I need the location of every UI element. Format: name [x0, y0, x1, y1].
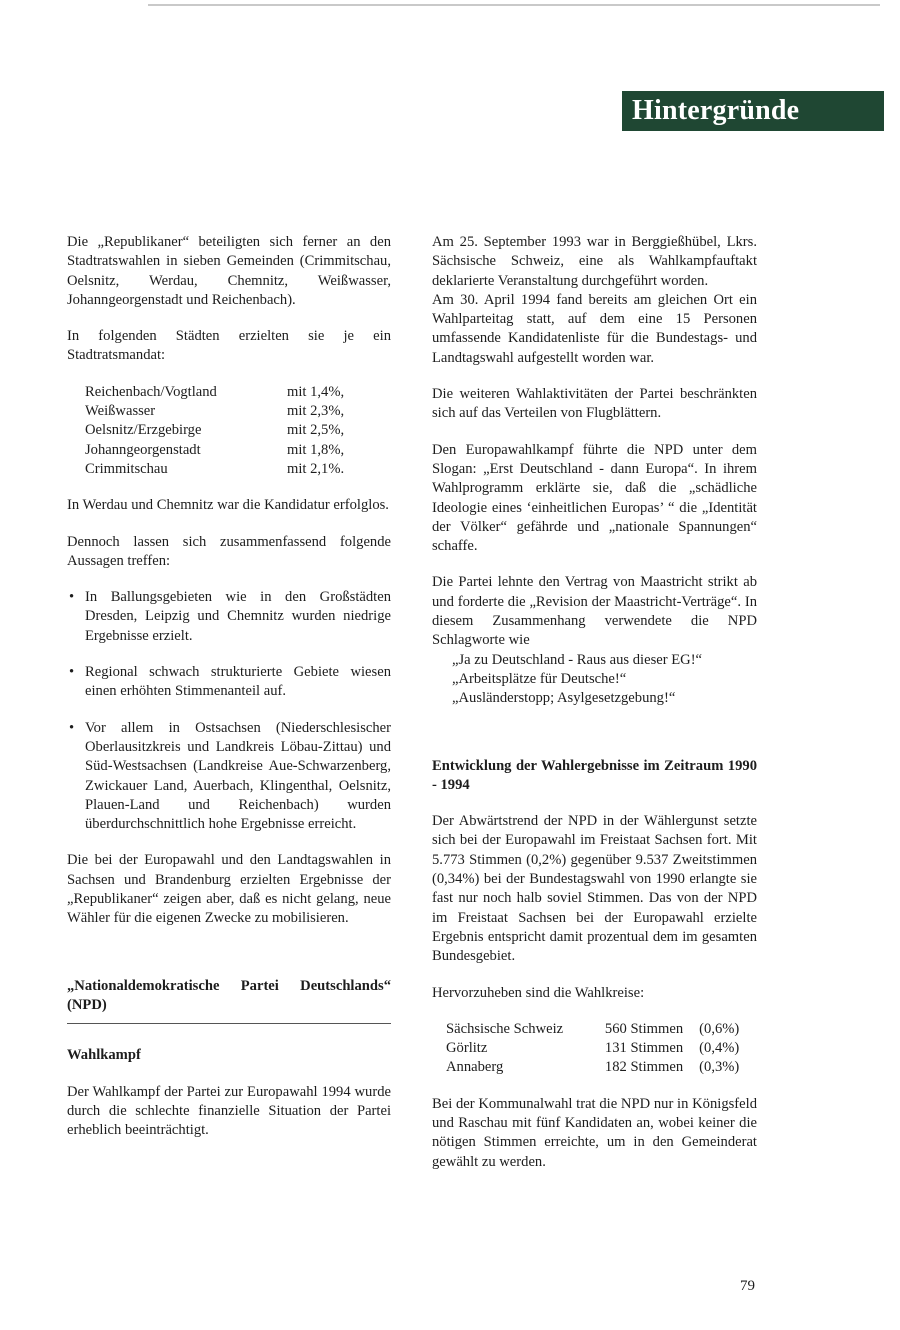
paragraph: Dennoch lassen sich zusammenfassend folgende Aussagen treffen:: [67, 533, 391, 569]
city: Weißwasser: [85, 403, 156, 420]
bullet-dot-icon: •: [69, 589, 75, 606]
city: Crimmitschau: [85, 460, 168, 477]
percentage: (0,6%): [699, 1020, 740, 1037]
paragraph: Den Europawahlkampf führte die NPD unter dem Slogan: „Erst Deutschland - dann Europa“. In ihrem Wahlprogramm erklärte sie, daß die „schädliche Ideologie eines ‘einheitlichen Europas’ “ die „Identität der Völker“ gefährde und „nationale Spannungen“ schaffe.: [432, 441, 757, 555]
percentage: (0,3%): [699, 1059, 740, 1076]
share: mit 2,5%,: [287, 422, 345, 439]
bullet-text: Regional schwach strukturierte Gebiete wiesen einen erhöhten Stimmenanteil auf.: [85, 664, 391, 700]
percentage: (0,4%): [699, 1040, 740, 1057]
share: mit 1,8%,: [287, 441, 345, 458]
bullet-dot-icon: •: [69, 719, 75, 736]
paragraph: Am 25. September 1993 war in Berggießhübel, Lkrs. Sächsische Schweiz, eine als Wahlkampfauftakt deklarierte Veranstaltung durchgeführt worden.: [432, 234, 757, 289]
paragraph: Die bei der Europawahl und den Landtagswahlen in Sachsen und Brandenburg erzielten Ergebnisse der „Republikaner“ zeigen aber, daß es nicht gelang, neue Wähler für die eigenen Zwecke zu mobilisieren.: [67, 852, 391, 927]
paragraph: Am 30. April 1994 fand bereits am gleichen Ort ein Wahlparteitag statt, auf dem eine 15 Personen umfassende Kandidatenliste für die Bundestags- und Landtagswahl aufgestellt worden war.: [432, 291, 757, 366]
slogan: „Arbeitsplätze für Deutsche!“: [452, 670, 627, 687]
wahlkampf-heading: Wahlkampf: [67, 1047, 141, 1064]
slogan: „Ja zu Deutschland - Raus aus dieser EG!“: [452, 651, 703, 668]
paragraph: Die weiteren Wahlaktivitäten der Partei beschränkten sich auf das Verteilen von Flugblättern.: [432, 386, 757, 422]
district: Annaberg: [446, 1059, 504, 1076]
paragraph: Die Partei lehnte den Vertrag von Maastricht strikt ab und forderte die „Revision der Maastricht-Verträge“. In diesem Zusammenhang verwendete die NPD Schlagworte wie: [432, 574, 757, 649]
bullet-item: [67, 588, 391, 646]
mandate-row: [85, 402, 391, 421]
section-banner: Hintergründe: [622, 91, 884, 131]
share: mit 1,4%,: [287, 383, 345, 400]
bullet-dot-icon: •: [69, 664, 75, 681]
district: Sächsische Schweiz: [446, 1020, 564, 1037]
results-row: [446, 1039, 757, 1058]
district: Görlitz: [446, 1040, 488, 1057]
bullet-item: [67, 663, 391, 702]
bullet-text: In Ballungsgebieten wie in den Großstädten Dresden, Leipzig und Chemnitz wurden niedrige Ergebnisse erzielt.: [85, 589, 391, 644]
mandate-row: [85, 441, 391, 460]
mandate-row: [85, 421, 391, 440]
paragraph: In Werdau und Chemnitz war die Kandidatur erfolglos.: [67, 497, 389, 514]
votes: 131 Stimmen: [604, 1040, 684, 1057]
npd-heading: „Nationaldemokratische Partei Deutschlands“ (NPD): [67, 977, 391, 1013]
city: Johanngeorgenstadt: [85, 441, 201, 458]
slogan-list: [452, 651, 757, 709]
paragraph: Die „Republikaner“ beteiligten sich ferner an den Stadtratswahlen in sieben Gemeinden (Crimmitschau, Oelsnitz, Werdau, Chemnitz, Weißwasser, Johanngeorgenstadt und Reichenbach).: [67, 234, 391, 308]
city: Reichenbach/Vogtland: [85, 383, 217, 400]
paragraph: In folgenden Städten erzielten sie je ein Stadtratsmandat:: [67, 328, 391, 364]
left-column: [67, 233, 391, 1140]
results-row: [446, 1058, 757, 1077]
results-table: [446, 1020, 757, 1078]
results-row: [446, 1020, 757, 1039]
paragraph: Der Wahlkampf der Partei zur Europawahl 1994 wurde durch die schlechte finanzielle Situation der Partei erheblich beeinträchtigt.: [67, 1083, 391, 1139]
votes: 182 Stimmen: [604, 1059, 684, 1076]
votes: 560 Stimmen: [604, 1020, 684, 1037]
bullet-text: Vor allem in Ostsachsen (Niederschlesischer Oberlausitzkreis und Landkreis Löbau-Zittau) und Süd-Westsachsen (Landkreise Aue-Schwarzenberg, Zwickauer Land, Auerbach, Klingenthal, Oelsnitz, Plauen-Land und Reichenbach) wurden überdurchschnittlich hohe Ergebnisse erreicht.: [85, 719, 391, 833]
right-column: [432, 233, 757, 1172]
city: Oelsnitz/Erzgebirge: [85, 422, 202, 439]
mandate-row: [85, 460, 391, 479]
mandate-row: [85, 383, 391, 402]
paragraph: Hervorzuheben sind die Wahlkreise:: [432, 984, 645, 1001]
mandate-table: [85, 383, 391, 479]
share: mit 2,3%,: [287, 403, 345, 420]
paragraph: Bei der Kommunalwahl trat die NPD nur in Königsfeld und Raschau mit fünf Kandidaten an, wobei keiner die nötigen Stimmen erreichte, um in den Gemeinderat gewählt zu werden.: [432, 1095, 757, 1170]
share: mit 2,1%.: [287, 460, 345, 477]
page-number: 79: [740, 1278, 755, 1294]
paragraph: Der Abwärtstrend der NPD in der Wählergunst setzte sich bei der Europawahl im Freistaat Sachsen fort. Mit 5.773 Stimmen (0,2%) gegenüber 9.537 Zweitstimmen (0,34%) bei der Bundestagswahl von 1990 erlangte sie fast nur noch halb soviel Stimmen. Das von der NPD im Freistaat Sachsen bei der Europawahl erzielte Ergebnis entspricht damit prozentual dem im gesamten Bundesgebiet.: [432, 813, 757, 965]
bullet-list: [67, 588, 391, 834]
slogan: „Ausländerstopp; Asylgesetzgebung!“: [452, 690, 676, 707]
top-rule: [148, 4, 880, 6]
bullet-item: [67, 719, 391, 835]
development-heading: Entwicklung der Wahlergebnisse im Zeitraum 1990 - 1994: [432, 757, 757, 793]
